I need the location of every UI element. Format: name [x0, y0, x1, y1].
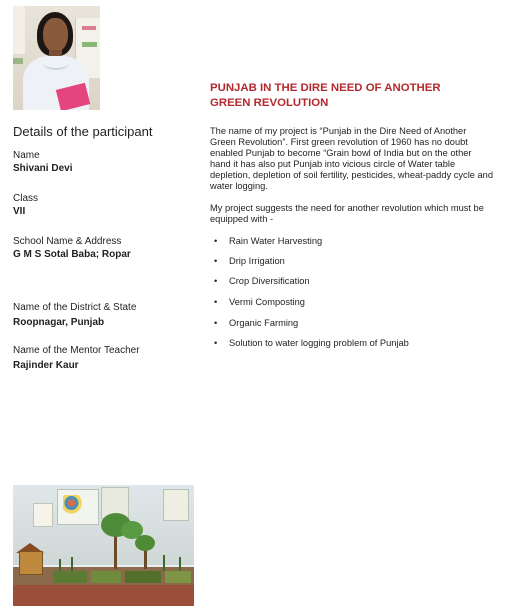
participant-details-heading: Details of the participant	[13, 124, 153, 139]
project-title	[210, 81, 490, 111]
name-label: Name	[13, 150, 40, 161]
bullet-icon: •	[214, 338, 218, 348]
list-item	[214, 256, 285, 266]
list-item	[214, 318, 298, 328]
project-description: The name of my project is “Punjab in the Dire Need of Another Green Revolution”. First green revolution of 1960 has no doubt enabled Punjab to become “Grain bowl of India but on the other hand it has also put Punjab into vicious circle of Water table depletion, depletion of soil fertility, pesticides, wheat-paddy cycle and water logging.	[210, 126, 494, 191]
list-item	[214, 338, 409, 348]
list-item	[214, 297, 305, 307]
bullet-icon: •	[214, 236, 218, 246]
list-item-text: Solution to water logging problem of Punjab	[229, 338, 409, 348]
list-item-text: Vermi Composting	[229, 297, 305, 307]
list-item-text: Drip Irrigation	[229, 256, 285, 266]
project-suggestion: My project suggests the need for another revolution which must be equipped with -	[210, 203, 484, 224]
bullet-icon: •	[214, 297, 218, 307]
project-title-line-1: PUNJAB IN THE DIRE NEED OF ANOTHER	[210, 82, 441, 94]
list-item-text: Organic Farming	[229, 318, 299, 328]
bullet-icon: •	[214, 276, 218, 286]
class-label: Class	[13, 193, 39, 204]
mentor-label: Name of the Mentor Teacher	[13, 345, 140, 356]
participant-photo	[13, 6, 100, 110]
school-value: G M S Sotal Baba; Ropar	[13, 249, 131, 260]
list-item	[214, 236, 322, 246]
mentor-value: Rajinder Kaur	[13, 360, 79, 371]
class-value: VII	[13, 206, 26, 217]
district-label: Name of the District & State	[13, 302, 137, 313]
school-label: School Name & Address	[13, 236, 122, 247]
district-value: Roopnagar, Punjab	[13, 317, 105, 328]
list-item-text: Crop Diversification	[229, 276, 310, 286]
bullet-icon: •	[214, 256, 218, 266]
list-item-text: Rain Water Harvesting	[229, 236, 323, 246]
name-value: Shivani Devi	[13, 163, 73, 174]
bullet-icon: •	[214, 318, 218, 328]
project-model-photo	[13, 485, 194, 606]
project-title-line-2: GREEN REVOLUTION	[210, 97, 329, 109]
list-item	[214, 276, 310, 286]
